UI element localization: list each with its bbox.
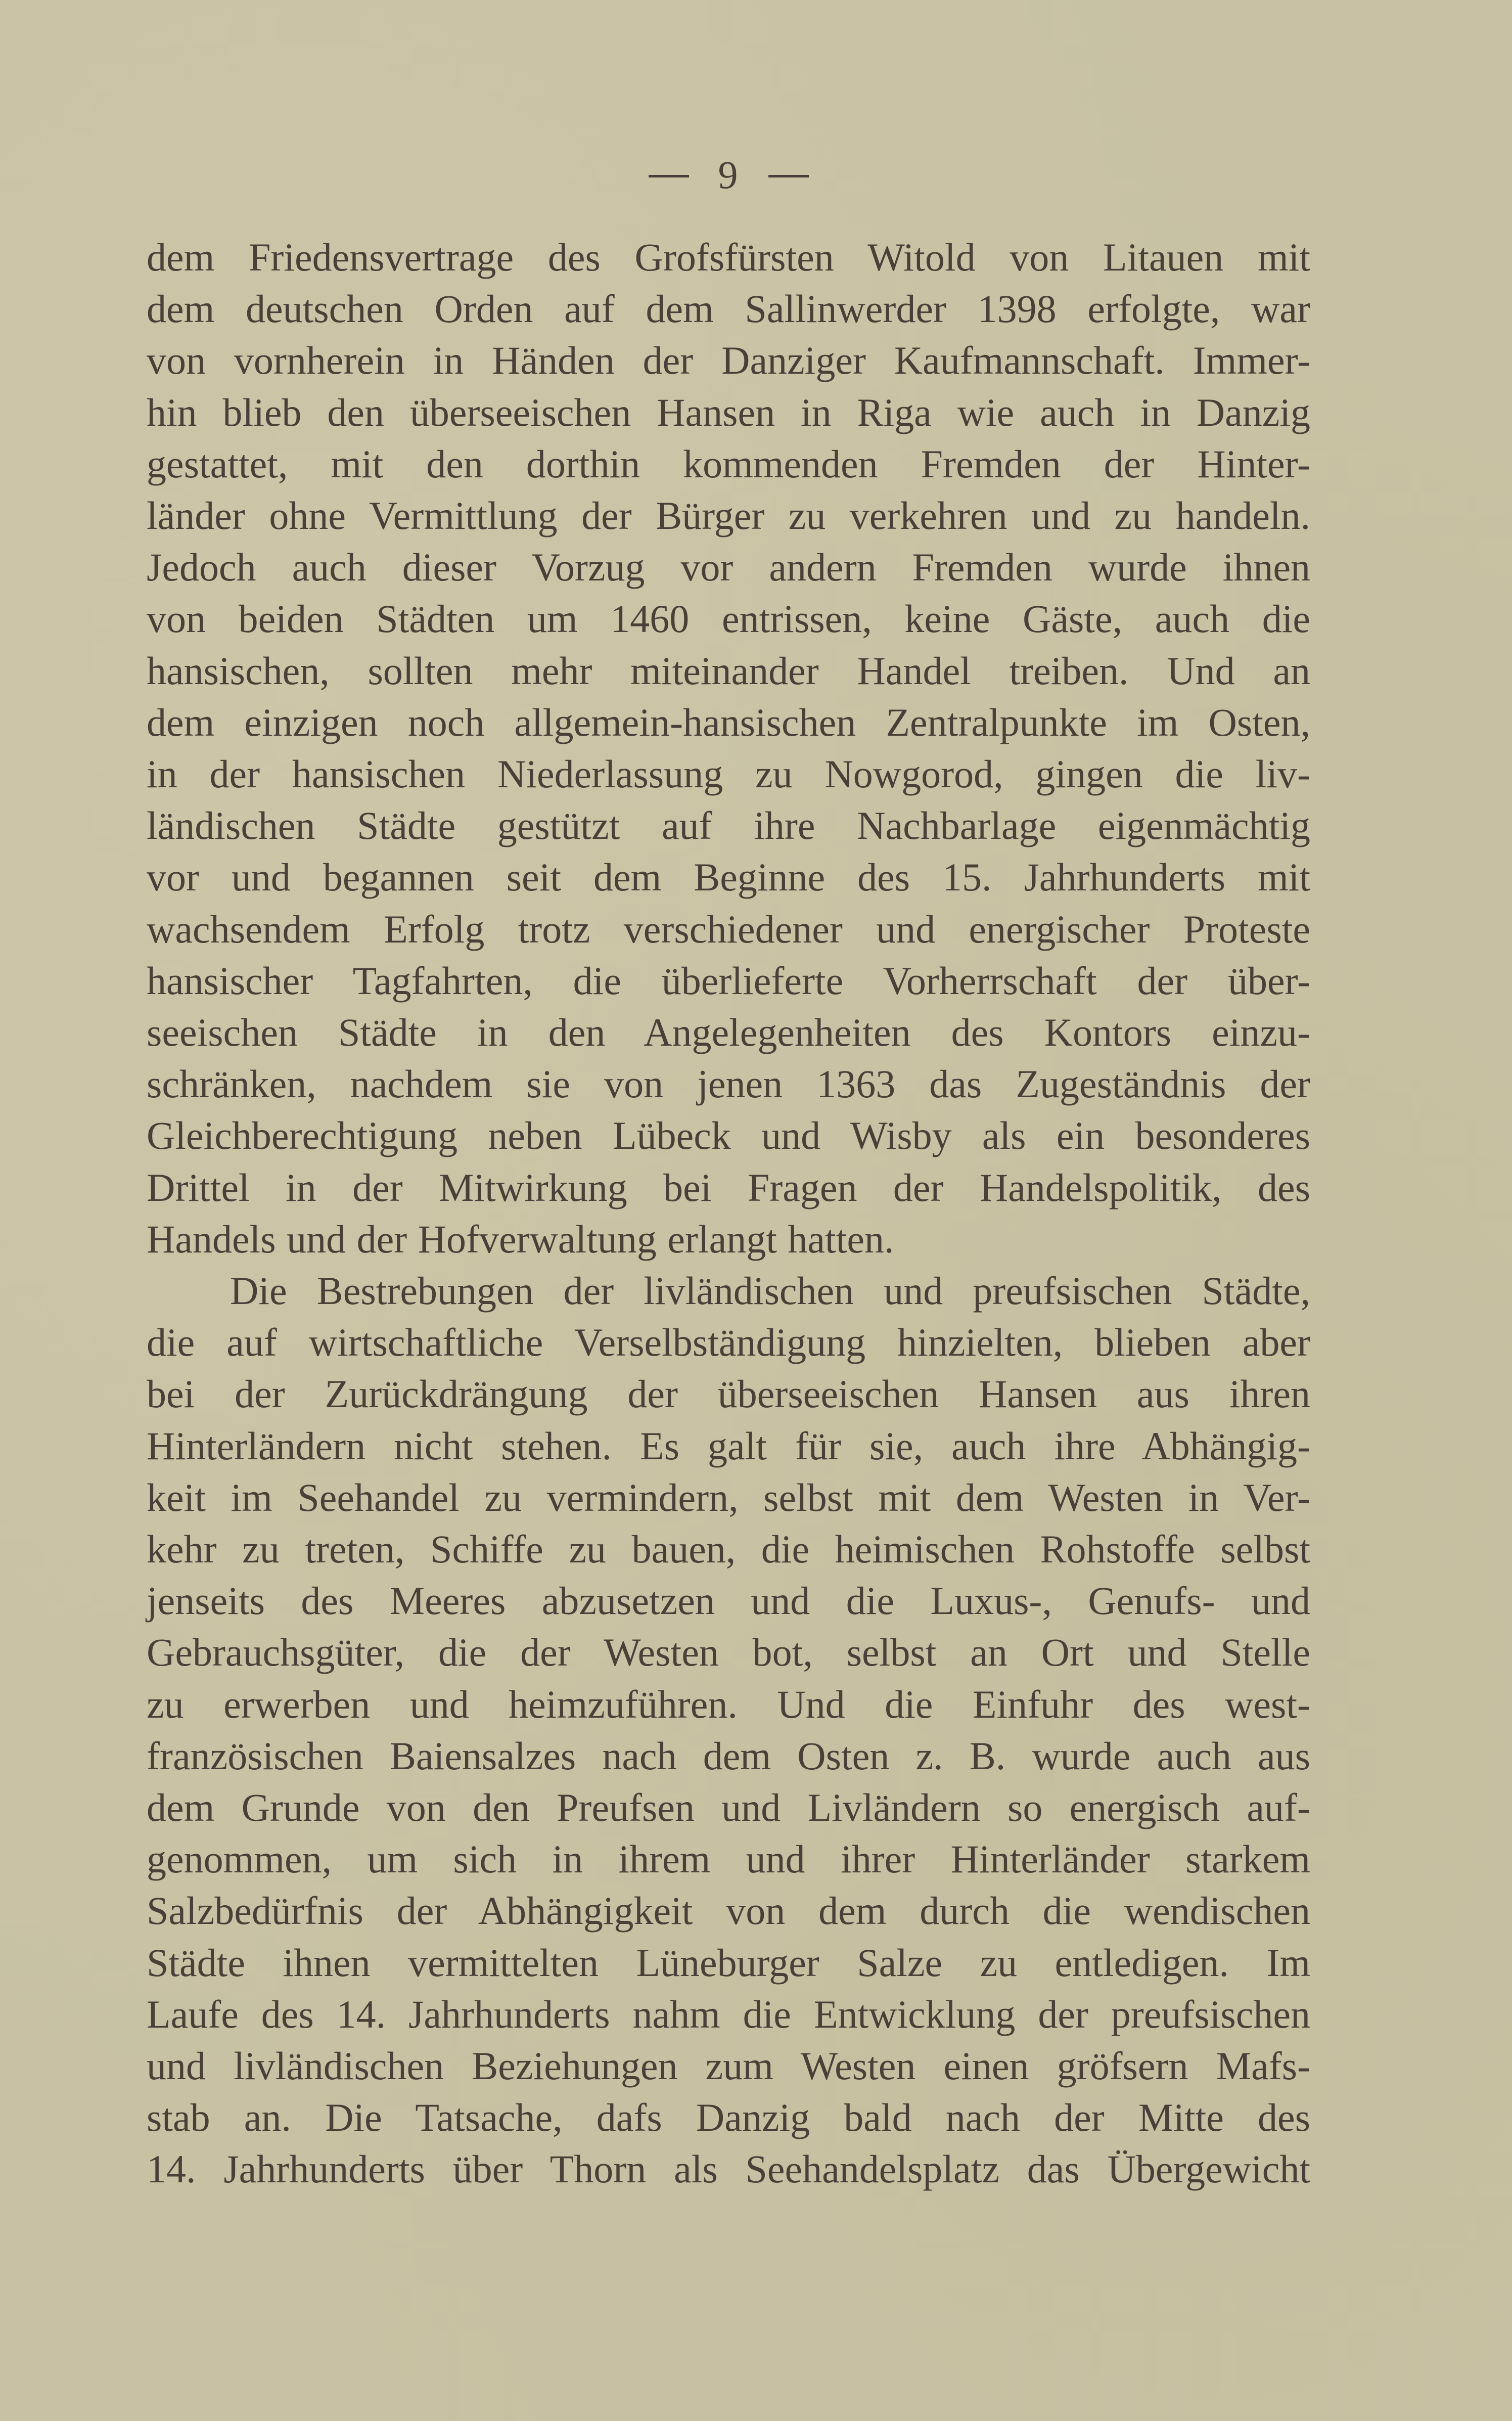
text-line: dem Grunde von den Preufsen und Livländern so energisch auf- — [147, 1785, 1310, 1829]
text-line: kehr zu treten, Schiffe zu bauen, die heimischen Rohstoffe selbst — [147, 1527, 1310, 1571]
text-line: in der hansischen Niederlassung zu Nowgorod, gingen die liv- — [147, 752, 1310, 796]
text-line: wachsendem Erfolg trotz verschiedener und energischer Proteste — [147, 907, 1310, 951]
text-line: von beiden Städten um 1460 entrissen, keine Gäste, auch die — [147, 597, 1310, 641]
text-line: Drittel in der Mitwirkung bei Fragen der Handelspolitik, des — [147, 1165, 1310, 1209]
text-line: seeischen Städte in den Angelegenheiten des Kontors einzu- — [147, 1010, 1310, 1054]
page-number-value: 9 — [718, 153, 739, 197]
text-line: Salzbedürfnis der Abhängigkeit von dem durch die wendischen — [147, 1889, 1310, 1933]
text-line: Handels und der Hofverwaltung erlangt hatten. — [147, 1217, 894, 1261]
text-line: stab an. Die Tatsache, dafs Danzig bald nach der Mitte des — [147, 2095, 1310, 2140]
text-line: Hinterländern nicht stehen. Es galt für sie, auch ihre Abhängig- — [147, 1423, 1310, 1468]
text-line: dem einzigen noch allgemein-hansischen Zentralpunkte im Osten, — [147, 700, 1310, 744]
page-number — [0, 150, 1457, 200]
text-line: dem deutschen Orden auf dem Sallinwerder 1398 erfolgte, war — [147, 287, 1310, 331]
text-line: hin blieb den überseeischen Hansen in Riga wie auch in Danzig — [147, 390, 1310, 434]
text-line: Gebrauchsgüter, die der Westen bot, selbst an Ort und Stelle — [147, 1630, 1310, 1675]
page-number-dash-right — [768, 175, 809, 177]
text-line: und livländischen Beziehungen zum Westen einen gröfsern Mafs- — [147, 2044, 1310, 2088]
text-line: hansischer Tagfahrten, die überlieferte Vorherrschaft der über- — [147, 958, 1310, 1003]
text-line: genommen, um sich in ihrem und ihrer Hinterländer starkem — [147, 1837, 1310, 1881]
text-line: jenseits des Meeres abzusetzen und die Luxus-, Genufs- und — [147, 1579, 1310, 1623]
text-line: länder ohne Vermittlung der Bürger zu verkehren und zu handeln. — [147, 494, 1310, 537]
text-line: von vornherein in Händen der Danziger Kaufmannschaft. Immer- — [147, 338, 1310, 383]
text-line: Die Bestrebungen der livländischen und preufsischen Städte, — [230, 1269, 1310, 1313]
page-number-dash-left — [649, 175, 689, 177]
text-line: Jedoch auch dieser Vorzug vor andern Fremden wurde ihnen — [147, 545, 1310, 590]
text-line: keit im Seehandel zu vermindern, selbst mit dem Westen in Ver- — [147, 1475, 1310, 1519]
text-line: die auf wirtschaftliche Verselbständigung hinzielten, blieben aber — [147, 1320, 1310, 1365]
text-line: hansischen, sollten mehr miteinander Handel treiben. Und an — [147, 648, 1310, 693]
text-line: dem Friedensvertrage des Grofsfürsten Witold von Litauen mit — [147, 235, 1310, 279]
text-line: gestattet, mit den dorthin kommenden Fremden der Hinter- — [147, 441, 1310, 486]
text-line: bei der Zurückdrängung der überseeischen Hansen aus ihren — [147, 1372, 1310, 1416]
text-line: französischen Baiensalzes nach dem Osten z. B. wurde auch aus — [147, 1733, 1310, 1778]
text-line: Gleichberechtigung neben Lübeck und Wisby als ein besonderes — [147, 1113, 1310, 1158]
text-line: schränken, nachdem sie von jenen 1363 das Zugeständnis der — [147, 1062, 1310, 1106]
text-line: zu erwerben und heimzuführen. Und die Einfuhr des west- — [147, 1682, 1310, 1726]
text-line: vor und begannen seit dem Beginne des 15. Jahrhunderts mit — [147, 855, 1310, 900]
text-line: ländischen Städte gestützt auf ihre Nachbarlage eigenmächtig — [147, 803, 1310, 848]
text-line: Städte ihnen vermittelten Lüneburger Salze zu entledigen. Im — [147, 1940, 1310, 1985]
text-line: 14. Jahrhunderts über Thorn als Seehandelsplatz das Übergewicht — [147, 2147, 1310, 2191]
text-line: Laufe des 14. Jahrhunderts nahm die Entwicklung der preufsischen — [147, 1992, 1310, 2036]
